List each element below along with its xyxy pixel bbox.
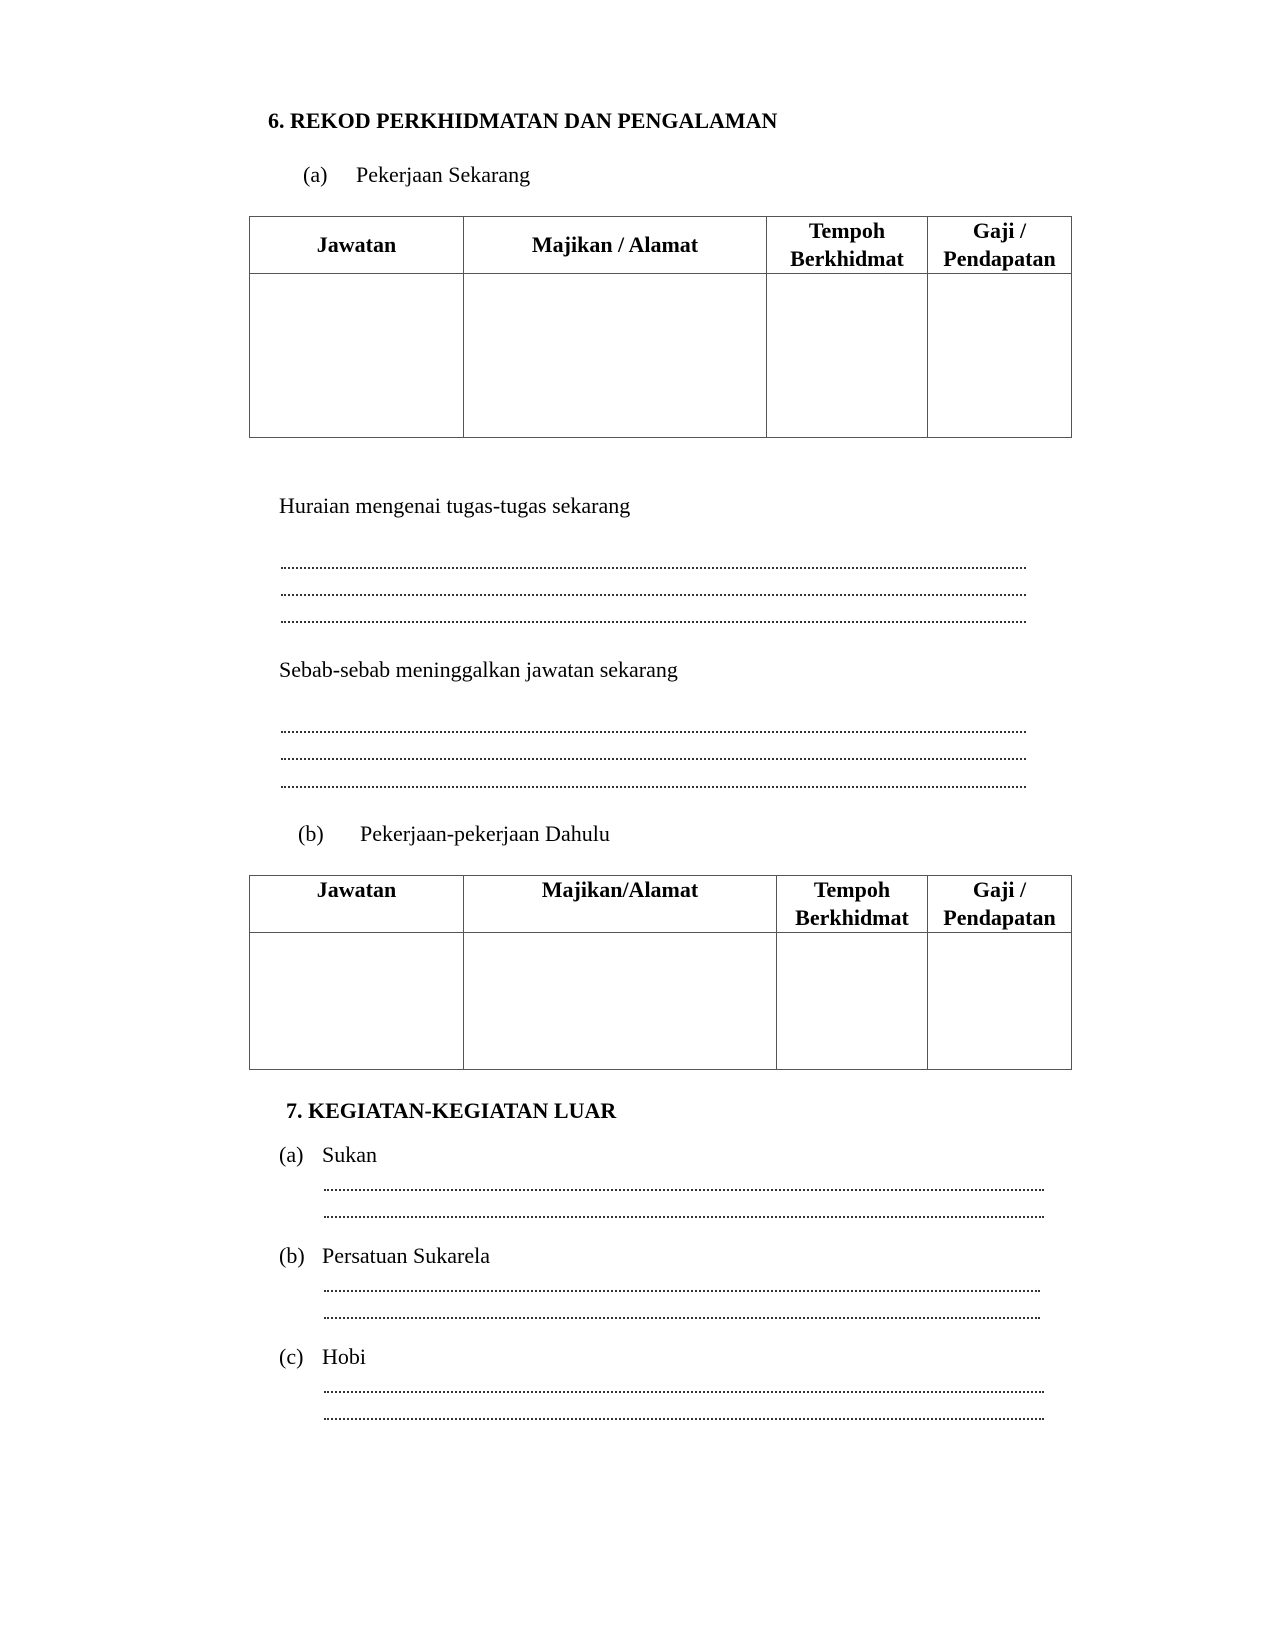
col-header-tempoh — [767, 217, 928, 274]
cell-majikan[interactable] — [464, 933, 777, 1070]
col-header-gaji — [928, 217, 1072, 274]
col-header-majikan: Majikan / Alamat — [464, 217, 767, 274]
col-header-jawatan: Jawatan — [250, 876, 464, 933]
col-header-jawatan: Jawatan — [250, 217, 464, 274]
subsection-a-title: Pekerjaan Sekarang — [356, 162, 531, 187]
table-row — [250, 274, 1072, 438]
cell-gaji[interactable] — [928, 274, 1072, 438]
current-job-table — [249, 216, 1072, 438]
duties-label: Huraian mengenai tugas-tugas sekarang — [279, 493, 631, 518]
activity-b-title: Persatuan Sukarela — [322, 1243, 490, 1268]
section-6-title: 6. REKOD PERKHIDMATAN DAN PENGALAMAN — [268, 108, 778, 133]
col-header-gaji-text: Gaji / Pendapatan — [943, 877, 1056, 930]
leaving-line-2[interactable] — [281, 758, 1026, 760]
leaving-line-1[interactable] — [281, 731, 1026, 733]
persatuan-line-2[interactable] — [324, 1317, 1040, 1319]
cell-gaji[interactable] — [928, 933, 1072, 1070]
duties-line-3[interactable] — [281, 621, 1026, 623]
sukan-line-1[interactable] — [324, 1189, 1044, 1191]
leaving-reasons-label: Sebab-sebab meninggalkan jawatan sekarang — [279, 657, 678, 682]
cell-majikan[interactable] — [464, 274, 767, 438]
section-7-title: 7. KEGIATAN-KEGIATAN LUAR — [286, 1098, 617, 1123]
activity-a-title: Sukan — [322, 1142, 377, 1167]
activity-c-label: (c) — [279, 1344, 304, 1369]
col-header-tempoh — [777, 876, 928, 933]
activity-b-label: (b) — [279, 1243, 305, 1268]
hobi-line-1[interactable] — [324, 1391, 1044, 1393]
col-header-majikan: Majikan/Alamat — [464, 876, 777, 933]
sukan-line-2[interactable] — [324, 1216, 1044, 1218]
subsection-b-label: (b) — [298, 821, 324, 846]
col-header-gaji-text: Gaji / Pendapatan — [943, 218, 1056, 271]
subsection-a-label: (a) — [303, 162, 328, 187]
duties-line-1[interactable] — [281, 567, 1026, 569]
col-header-tempoh-text: Tempoh Berkhidmat — [790, 218, 904, 271]
leaving-line-3[interactable] — [281, 786, 1026, 788]
table-header-row — [250, 217, 1072, 274]
table-header-row — [250, 876, 1072, 933]
hobi-line-2[interactable] — [324, 1418, 1044, 1420]
duties-line-2[interactable] — [281, 594, 1026, 596]
col-header-gaji — [928, 876, 1072, 933]
cell-jawatan[interactable] — [250, 933, 464, 1070]
cell-jawatan[interactable] — [250, 274, 464, 438]
activity-c-title: Hobi — [322, 1344, 366, 1369]
col-header-tempoh-text: Tempoh Berkhidmat — [795, 877, 909, 930]
activity-a-label: (a) — [279, 1142, 304, 1167]
cell-tempoh[interactable] — [777, 933, 928, 1070]
subsection-b-title: Pekerjaan-pekerjaan Dahulu — [360, 821, 610, 846]
previous-jobs-table — [249, 875, 1072, 1070]
persatuan-line-1[interactable] — [324, 1290, 1040, 1292]
cell-tempoh[interactable] — [767, 274, 928, 438]
table-row — [250, 933, 1072, 1070]
